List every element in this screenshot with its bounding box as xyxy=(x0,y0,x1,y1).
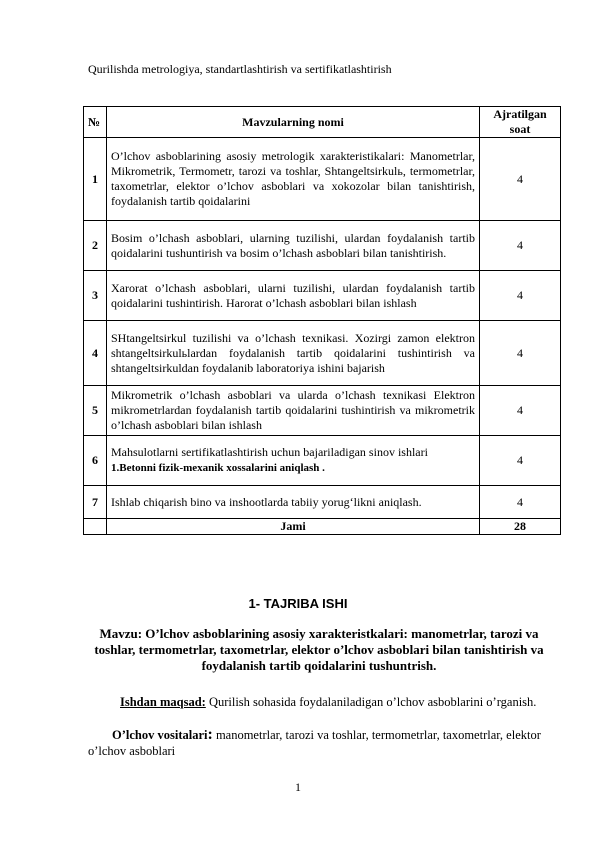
aim-label: Ishdan maqsad: xyxy=(120,695,206,709)
running-header: Qurilishda metrologiya, standartlashtirish va sertifikatlashtirish xyxy=(88,62,392,76)
page-number: 1 xyxy=(295,780,301,794)
row-hours: 4 xyxy=(480,486,561,519)
total-empty-cell xyxy=(84,519,107,535)
row-topic: O’lchov asboblarining asosiy metrologik xarakteristikalari: Manometrlar, Mikrometrik, Termometr, tarozi va toshlar, Shtangeltsirkulь, termometrlar, taxometrlar, elektor o’lchov asboblari va xokozolar bilan tanishtirish, foydalanish tartib qoidalarini xyxy=(107,138,480,221)
header-hours: Ajratilgan soat xyxy=(480,107,561,138)
row-hours: 4 xyxy=(480,321,561,386)
table-header-row xyxy=(84,107,561,138)
total-label: Jami xyxy=(107,519,480,535)
row-topic: SHtangeltsirkul tuzilishi va o’lchash texnikasi. Xozirgi zamon elektron shtangeltsirkulьlardan foydalanish tartib qoidalarini tushintirish va shtangeltsirkuldan foydalanib laboratoriya ishini bajarish xyxy=(107,321,480,386)
table-row xyxy=(84,486,561,519)
row-number: 3 xyxy=(84,271,107,321)
table-row xyxy=(84,321,561,386)
row-hours: 4 xyxy=(480,271,561,321)
row-number: 6 xyxy=(84,436,107,486)
table-row xyxy=(84,386,561,436)
table-row xyxy=(84,271,561,321)
row-hours: 4 xyxy=(480,221,561,271)
row-hours: 4 xyxy=(480,386,561,436)
row-topic-subitem: 1.Betonni fizik-mexanik xossalarini aniqlash . xyxy=(111,462,325,474)
tools-colon: : xyxy=(207,726,213,743)
row-topic: Bosim o’lchash asboblari, ularning tuzilishi, ulardan foydalanish tartib qoidalarini tushuntirish va bosim o’lchash asboblari bilan tanishtirish. xyxy=(107,221,480,271)
row-number: 5 xyxy=(84,386,107,436)
header-topic-title: Mavzularning nomi xyxy=(107,107,480,138)
row-hours: 4 xyxy=(480,436,561,486)
row-number: 4 xyxy=(84,321,107,386)
tools-paragraph xyxy=(88,727,548,759)
aim-paragraph xyxy=(88,694,548,710)
table-row xyxy=(84,221,561,271)
row-topic: Ishlab chiqarish bino va inshootlarda tabiiy yorug‘likni aniqlash. xyxy=(107,486,480,519)
row-number: 1 xyxy=(84,138,107,221)
lab-title: 1- TAJRIBA ISHI xyxy=(248,596,348,611)
row-topic xyxy=(107,436,480,486)
row-number: 7 xyxy=(84,486,107,519)
header-number: № xyxy=(84,107,107,138)
aim-text: Qurilish sohasida foydalaniladigan o’lchov asboblarini o’rganish. xyxy=(208,695,537,709)
tools-text: manometrlar, tarozi va toshlar, termometrlar, taxometrlar, elektor o’lchov asboblari xyxy=(88,728,541,758)
lab-topic: Mavzu: O’lchov asboblarining asosiy xarakteristkalari: manometrlar, tarozi va toshlar, termometrlar, taxometrlar, elektor o’lchov asboblari bilan tanishtirish va foydalanish tartib qoidalarini tushuntrish. xyxy=(94,626,544,673)
row-hours: 4 xyxy=(480,138,561,221)
row-topic: Xarorat o’lchash asboblari, ularni tuzilishi, ulardan foydalanish tartib qoidalarini tushintirish. Harorat o’lchash asboblari bilan ishlash xyxy=(107,271,480,321)
table-row xyxy=(84,138,561,221)
table-total-row xyxy=(84,519,561,535)
row-number: 2 xyxy=(84,221,107,271)
total-hours: 28 xyxy=(480,519,561,535)
row-topic: Mikrometrik o’lchash asboblari va ularda o’lchash texnikasi Elektron mikrometrlardan foydalanish tartib qoidalarini tushintirish va mikrometrik o’lchash asboblari bilan ishlash xyxy=(107,386,480,436)
topics-table xyxy=(83,106,561,535)
table-row xyxy=(84,436,561,486)
tools-label: O’lchov vositalari xyxy=(112,728,208,742)
row-topic-text: Mahsulotlarni sertifikatlashtirish uchun bajariladigan sinov ishlari xyxy=(111,445,428,459)
